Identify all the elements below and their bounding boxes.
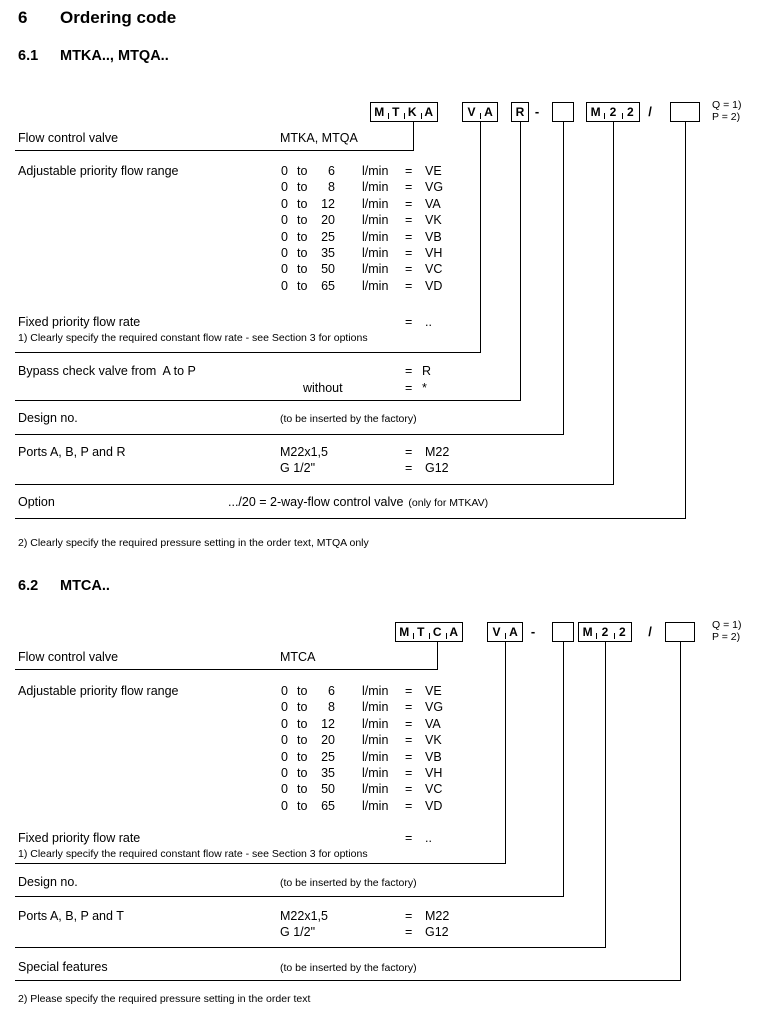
flow-max: 20 (321, 733, 335, 748)
port-code: M22 (425, 445, 450, 459)
flow-to: to (297, 245, 308, 260)
equals-sign: = (405, 684, 413, 698)
equals-sign: = (405, 461, 413, 475)
flow-max: 6 (328, 164, 335, 178)
heading-6-1-number: 6.1 (18, 48, 39, 64)
flow-max: 25 (321, 749, 335, 764)
code-box-model (370, 102, 438, 122)
flow-to: to (297, 262, 308, 277)
port-thread: M22x1,5 (280, 445, 328, 459)
code-cell: 2 (622, 103, 639, 121)
flow-unit: l/min (362, 716, 389, 731)
flow-range-row (280, 246, 460, 262)
flow-unit: l/min (362, 196, 389, 211)
code-cell: M (590, 105, 601, 119)
equals-sign: = (405, 798, 413, 813)
row-label-option: Option (18, 495, 55, 509)
design-no-note: (to be inserted by the factory) (280, 413, 417, 425)
flow-max: 25 (321, 229, 335, 244)
flow-to: to (297, 782, 308, 797)
flow-to: to (297, 164, 308, 178)
flow-unit: l/min (362, 245, 389, 260)
equals-sign: = (405, 909, 413, 923)
flow-range-row (280, 197, 460, 213)
flow-min: 0 (281, 213, 288, 228)
flow-to: to (297, 700, 308, 715)
row-label-ports: Ports A, B, P and T (18, 909, 124, 923)
flow-unit: l/min (362, 180, 389, 195)
equals-sign: = (405, 765, 413, 780)
option-text: .../20 = 2-way-flow control valve (228, 495, 404, 509)
connector-line (563, 122, 564, 435)
code-cell: A (480, 103, 497, 121)
code-cell: T (388, 103, 405, 121)
flow-unit: l/min (362, 278, 389, 293)
section-number: 6 (18, 8, 28, 27)
flow-max: 65 (321, 278, 335, 293)
code-box-design-empty (552, 622, 574, 642)
flow-code: VH (425, 765, 443, 780)
code-cell: 2 (614, 623, 631, 641)
flow-min: 0 (281, 245, 288, 260)
port-thread: G 1/2" (280, 925, 316, 939)
page-title: Ordering code (60, 8, 177, 27)
flow-range-row (280, 279, 460, 295)
flow-unit: l/min (362, 229, 389, 244)
flow-min: 0 (281, 164, 288, 178)
row-label-special-features: Special features (18, 960, 108, 974)
footnote-2: 2) Clearly specify the required pressure setting in the order text, MTQA only (18, 537, 369, 549)
footnote-1: 1) Clearly specify the required constant flow rate - see Section 3 for options (18, 332, 368, 344)
equals-sign: = (405, 445, 413, 459)
flow-range-row (280, 733, 460, 749)
flow-max: 35 (321, 245, 335, 260)
code-cell: M (374, 105, 385, 119)
flow-unit: l/min (362, 700, 389, 715)
flow-max: 65 (321, 798, 335, 813)
p-label: P = 2) (712, 631, 741, 643)
flow-max: 12 (321, 716, 335, 731)
flow-unit: l/min (362, 749, 389, 764)
flow-to: to (297, 733, 308, 748)
code-cell: 2 (604, 103, 621, 121)
equals-sign: = (405, 925, 413, 939)
footnote-2: 2) Please specify the required pressure setting in the order text (18, 993, 311, 1005)
port-code: M22 (425, 909, 450, 923)
code-dash: - (530, 624, 536, 639)
flow-to: to (297, 798, 308, 813)
separator-line (15, 352, 481, 353)
flow-max: 20 (321, 213, 335, 228)
equals-sign: = (405, 716, 413, 731)
flow-range-table (280, 684, 460, 815)
p-label: P = 2) (712, 111, 741, 123)
flow-to: to (297, 749, 308, 764)
equals-sign: = (405, 180, 413, 195)
separator-line (15, 400, 521, 401)
flow-unit: l/min (362, 798, 389, 813)
flow-range-row (280, 180, 460, 196)
flow-to: to (297, 180, 308, 195)
code-cell: A (421, 103, 438, 121)
flow-to: to (297, 765, 308, 780)
separator-line (15, 434, 564, 435)
row-label-adjustable-flow: Adjustable priority flow range (18, 684, 179, 698)
code-box-option-empty (670, 102, 700, 122)
equals-sign: = (405, 700, 413, 715)
connector-line (563, 642, 564, 897)
flow-unit: l/min (362, 262, 389, 277)
q-label: Q = 1) (712, 99, 742, 111)
connector-line (437, 642, 438, 670)
flow-max: 8 (328, 700, 335, 715)
flow-min: 0 (281, 278, 288, 293)
row-label-bypass: Bypass check valve from A to P (18, 364, 196, 378)
flow-min: 0 (281, 229, 288, 244)
flow-code: VC (425, 262, 443, 277)
flow-min: 0 (281, 262, 288, 277)
flow-range-row (280, 799, 460, 815)
code-box-design-empty (552, 102, 574, 122)
row-label-fixed-flow: Fixed priority flow rate (18, 831, 141, 845)
flow-min: 0 (281, 765, 288, 780)
equals-sign: = (405, 196, 413, 211)
connector-line (505, 642, 506, 864)
equals-sign: = (405, 262, 413, 277)
flow-range-row (280, 750, 460, 766)
flow-min: 0 (281, 716, 288, 731)
flow-range-table (280, 164, 460, 295)
port-code: G12 (425, 461, 449, 475)
fixed-flow-code: .. (425, 315, 432, 329)
port-code: G12 (425, 925, 449, 939)
code-box-ports (578, 622, 632, 642)
flow-max: 50 (321, 262, 335, 277)
flow-code: VA (425, 196, 441, 211)
heading-6-1-title: MTKA.., MTQA.. (60, 48, 169, 64)
flow-unit: l/min (362, 213, 389, 228)
connector-line (520, 122, 521, 401)
code-box-model (395, 622, 463, 642)
code-cell: T (413, 623, 430, 641)
heading-6-2-number: 6.2 (18, 578, 39, 594)
code-box-special-empty (665, 622, 695, 642)
connector-line (605, 642, 606, 948)
flow-min: 0 (281, 700, 288, 715)
flow-min: 0 (281, 782, 288, 797)
flow-unit: l/min (362, 733, 389, 748)
code-cell: C (429, 623, 446, 641)
flow-to: to (297, 196, 308, 211)
code-cell: K (404, 103, 421, 121)
flow-code: VE (425, 164, 442, 178)
code-slash: / (648, 624, 652, 639)
code-box-flow-range (462, 102, 498, 122)
flow-unit: l/min (362, 164, 389, 178)
connector-line (613, 122, 614, 485)
flow-code: VB (425, 229, 442, 244)
port-thread: G 1/2" (280, 461, 316, 475)
code-cell: 2 (596, 623, 613, 641)
flow-code: VG (425, 180, 444, 195)
connector-line (685, 122, 686, 519)
flow-range-row (280, 700, 460, 716)
flow-range-row (280, 684, 460, 700)
separator-line (15, 484, 614, 485)
code-cell: M (399, 625, 410, 639)
code-box-flow-range (487, 622, 523, 642)
flow-code: VK (425, 733, 442, 748)
row-value-flow-control: MTCA (280, 650, 316, 664)
connector-line (680, 642, 681, 981)
flow-code: VC (425, 782, 443, 797)
port-thread: M22x1,5 (280, 909, 328, 923)
flow-min: 0 (281, 684, 288, 698)
code-dash: - (534, 104, 540, 119)
equals-sign: = (405, 733, 413, 748)
flow-to: to (297, 213, 308, 228)
code-cell: A (505, 623, 522, 641)
separator-line (15, 947, 606, 948)
flow-min: 0 (281, 798, 288, 813)
equals-sign: = (405, 364, 413, 378)
code-slash: / (648, 104, 652, 119)
flow-range-row (280, 782, 460, 798)
flow-code: VA (425, 716, 441, 731)
flow-max: 12 (321, 196, 335, 211)
flow-unit: l/min (362, 782, 389, 797)
flow-range-row (280, 766, 460, 782)
row-label-fixed-flow: Fixed priority flow rate (18, 315, 141, 329)
fixed-flow-code: .. (425, 831, 432, 845)
separator-line (15, 863, 506, 864)
heading-6-2-title: MTCA.. (60, 578, 110, 594)
equals-sign: = (405, 315, 413, 329)
code-box-bypass (511, 102, 529, 122)
connector-line (480, 122, 481, 353)
equals-sign: = (405, 749, 413, 764)
flow-code: VD (425, 798, 443, 813)
flow-code: VK (425, 213, 442, 228)
flow-to: to (297, 684, 308, 698)
flow-code: VE (425, 684, 442, 698)
flow-min: 0 (281, 180, 288, 195)
flow-min: 0 (281, 733, 288, 748)
flow-min: 0 (281, 749, 288, 764)
flow-range-row (280, 262, 460, 278)
row-label-design-no: Design no. (18, 411, 78, 425)
flow-range-row (280, 164, 460, 180)
option-value (228, 495, 488, 510)
bypass-code: R (422, 364, 432, 378)
equals-sign: = (405, 381, 413, 395)
flow-to: to (297, 278, 308, 293)
flow-max: 8 (328, 180, 335, 195)
special-features-note: (to be inserted by the factory) (280, 962, 417, 974)
flow-to: to (297, 716, 308, 731)
row-label-flow-control: Flow control valve (18, 650, 119, 664)
code-cell: R (515, 105, 525, 119)
equals-sign: = (405, 164, 413, 178)
separator-line (15, 518, 686, 519)
option-note: (only for MTKAV) (408, 497, 489, 509)
flow-code: VG (425, 700, 444, 715)
separator-line (15, 980, 681, 981)
flow-min: 0 (281, 196, 288, 211)
flow-unit: l/min (362, 765, 389, 780)
flow-range-row (280, 717, 460, 733)
equals-sign: = (405, 278, 413, 293)
q-label: Q = 1) (712, 619, 742, 631)
code-cell: A (446, 623, 463, 641)
flow-max: 6 (328, 684, 335, 698)
flow-range-row (280, 230, 460, 246)
flow-max: 50 (321, 782, 335, 797)
equals-sign: = (405, 245, 413, 260)
flow-max: 35 (321, 765, 335, 780)
row-label-design-no: Design no. (18, 875, 78, 889)
code-cell: V (467, 105, 476, 119)
equals-sign: = (405, 229, 413, 244)
footnote-1: 1) Clearly specify the required constant flow rate - see Section 3 for options (18, 848, 368, 860)
flow-range-row (280, 213, 460, 229)
code-cell: M (582, 625, 593, 639)
separator-line (15, 669, 438, 670)
code-box-ports (586, 102, 640, 122)
equals-sign: = (405, 831, 413, 845)
connector-line (413, 122, 414, 151)
row-label-ports: Ports A, B, P and R (18, 445, 126, 459)
flow-unit: l/min (362, 684, 389, 698)
flow-to: to (297, 229, 308, 244)
design-no-note: (to be inserted by the factory) (280, 877, 417, 889)
bypass-without-label: without (303, 381, 343, 395)
flow-code: VD (425, 278, 443, 293)
row-label-flow-control: Flow control valve (18, 131, 119, 145)
code-cell: V (492, 625, 501, 639)
separator-line (15, 150, 414, 151)
row-label-adjustable-flow: Adjustable priority flow range (18, 164, 179, 178)
flow-code: VH (425, 245, 443, 260)
equals-sign: = (405, 782, 413, 797)
bypass-without-code: * (422, 381, 427, 395)
equals-sign: = (405, 213, 413, 228)
separator-line (15, 896, 564, 897)
flow-code: VB (425, 749, 442, 764)
row-value-flow-control: MTKA, MTQA (280, 131, 358, 145)
